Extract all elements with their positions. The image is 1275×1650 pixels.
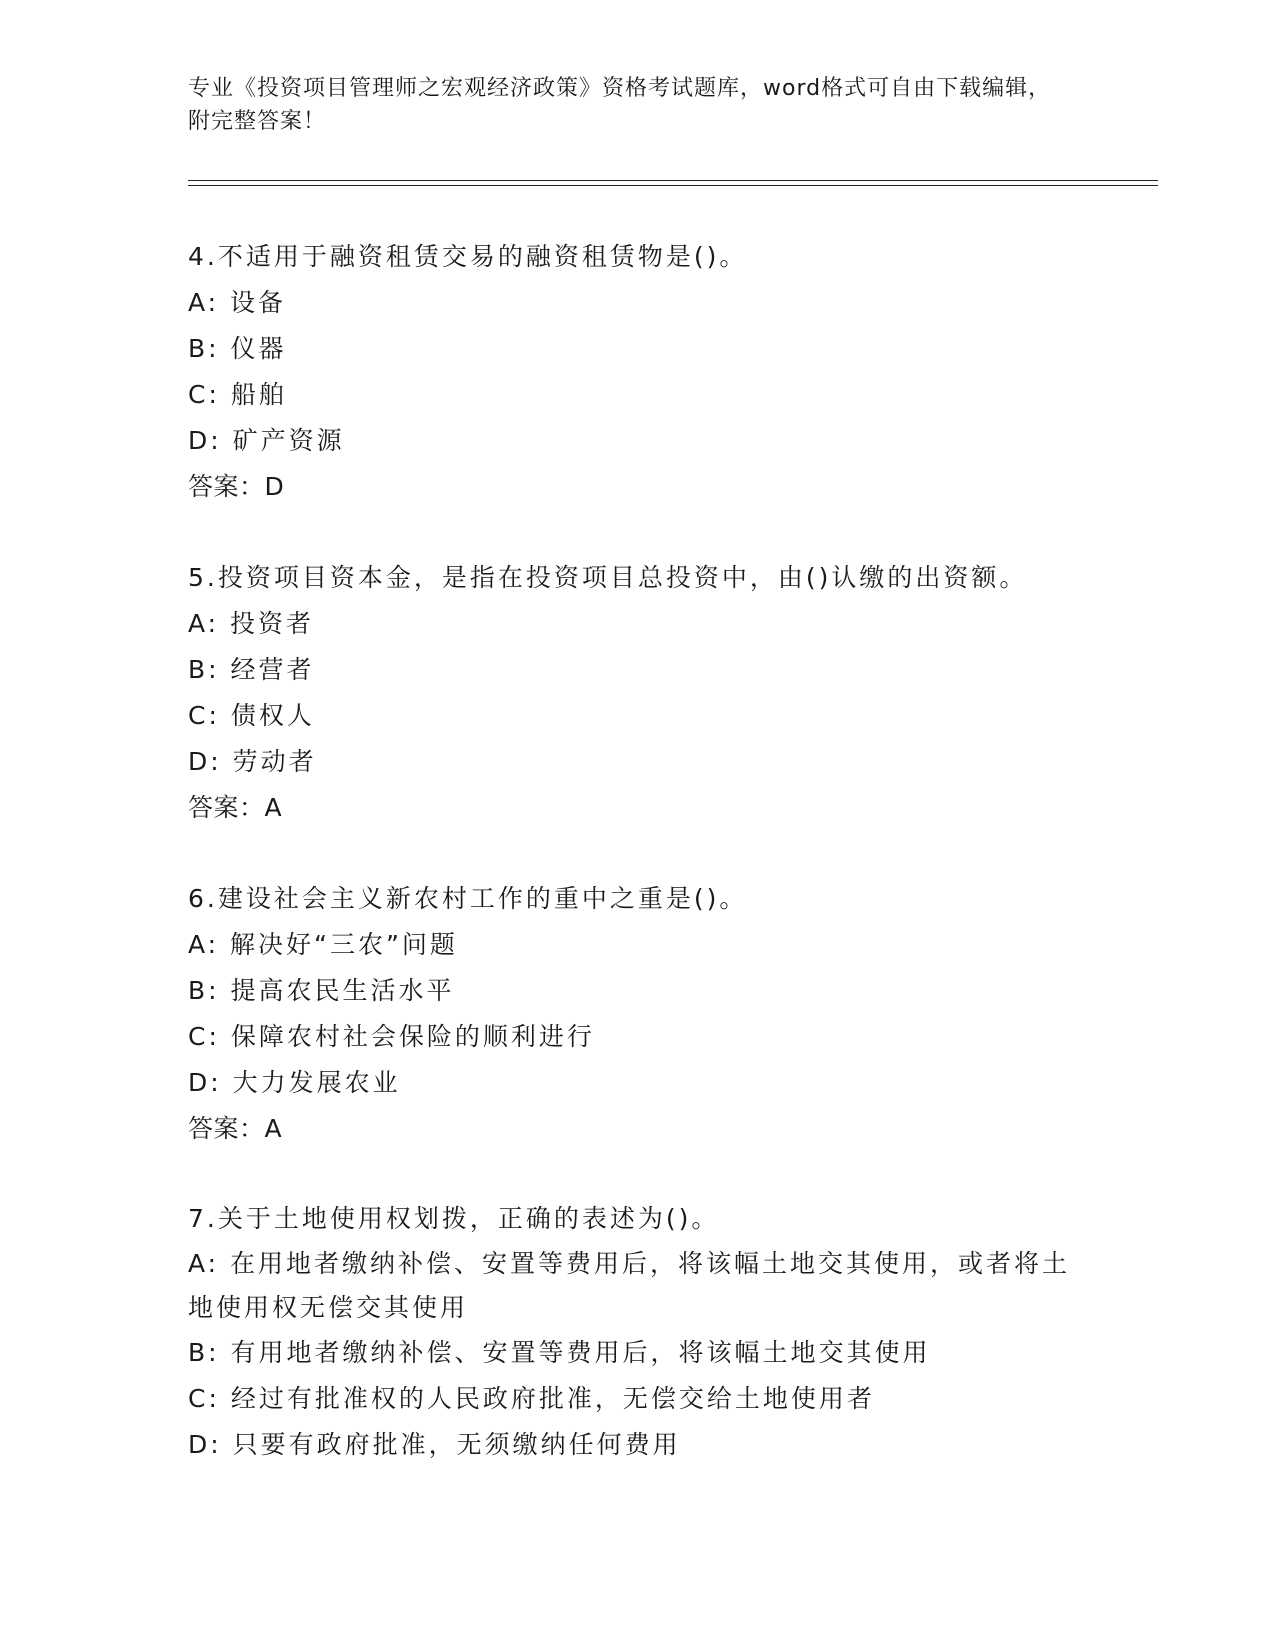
option-a: A: 设备 <box>188 288 287 317</box>
option-a: A: 解决好“三农”问题 <box>188 930 458 959</box>
option-d: D: 只要有政府批准，无须缴纳任何费用 <box>188 1430 681 1459</box>
option-c: C: 船舶 <box>188 380 287 409</box>
option-b: B: 经营者 <box>188 655 315 684</box>
answer: 答案：A <box>188 793 283 822</box>
header-divider-top <box>188 180 1158 181</box>
answer: 答案：D <box>188 472 285 501</box>
question-stem: 4.不适用于融资租赁交易的融资租赁物是()。 <box>188 242 748 271</box>
answer: 答案：A <box>188 1114 283 1143</box>
option-d: D: 矿产资源 <box>188 426 345 455</box>
option-a: A: 在用地者缴纳补偿、安置等费用后，将该幅土地交其使用，或者将土地使用权无偿交其使用 <box>188 1249 1071 1322</box>
option-b: B: 提高农民生活水平 <box>188 976 455 1005</box>
header-divider-bottom <box>188 185 1158 186</box>
question-6 <box>188 876 1088 1152</box>
option-d: D: 劳动者 <box>188 747 317 776</box>
document-intro: 专业《投资项目管理师之宏观经济政策》资格考试题库，word格式可自由下载编辑，附完整答案！ <box>188 76 1052 134</box>
question-5 <box>188 555 1088 831</box>
option-c: C: 债权人 <box>188 701 315 730</box>
option-c: C: 保障农村社会保险的顺利进行 <box>188 1022 595 1051</box>
question-stem: 7.关于土地使用权划拨，正确的表述为()。 <box>188 1204 720 1233</box>
question-stem: 6.建设社会主义新农村工作的重中之重是()。 <box>188 884 748 913</box>
question-7 <box>188 1196 1088 1468</box>
question-4 <box>188 234 1088 510</box>
option-b: B: 有用地者缴纳补偿、安置等费用后，将该幅土地交其使用 <box>188 1338 931 1367</box>
option-b: B: 仪器 <box>188 334 287 363</box>
question-stem: 5.投资项目资本金，是指在投资项目总投资中，由()认缴的出资额。 <box>188 563 1028 592</box>
option-a: A: 投资者 <box>188 609 315 638</box>
option-d: D: 大力发展农业 <box>188 1068 401 1097</box>
option-c: C: 经过有批准权的人民政府批准，无偿交给土地使用者 <box>188 1384 875 1413</box>
